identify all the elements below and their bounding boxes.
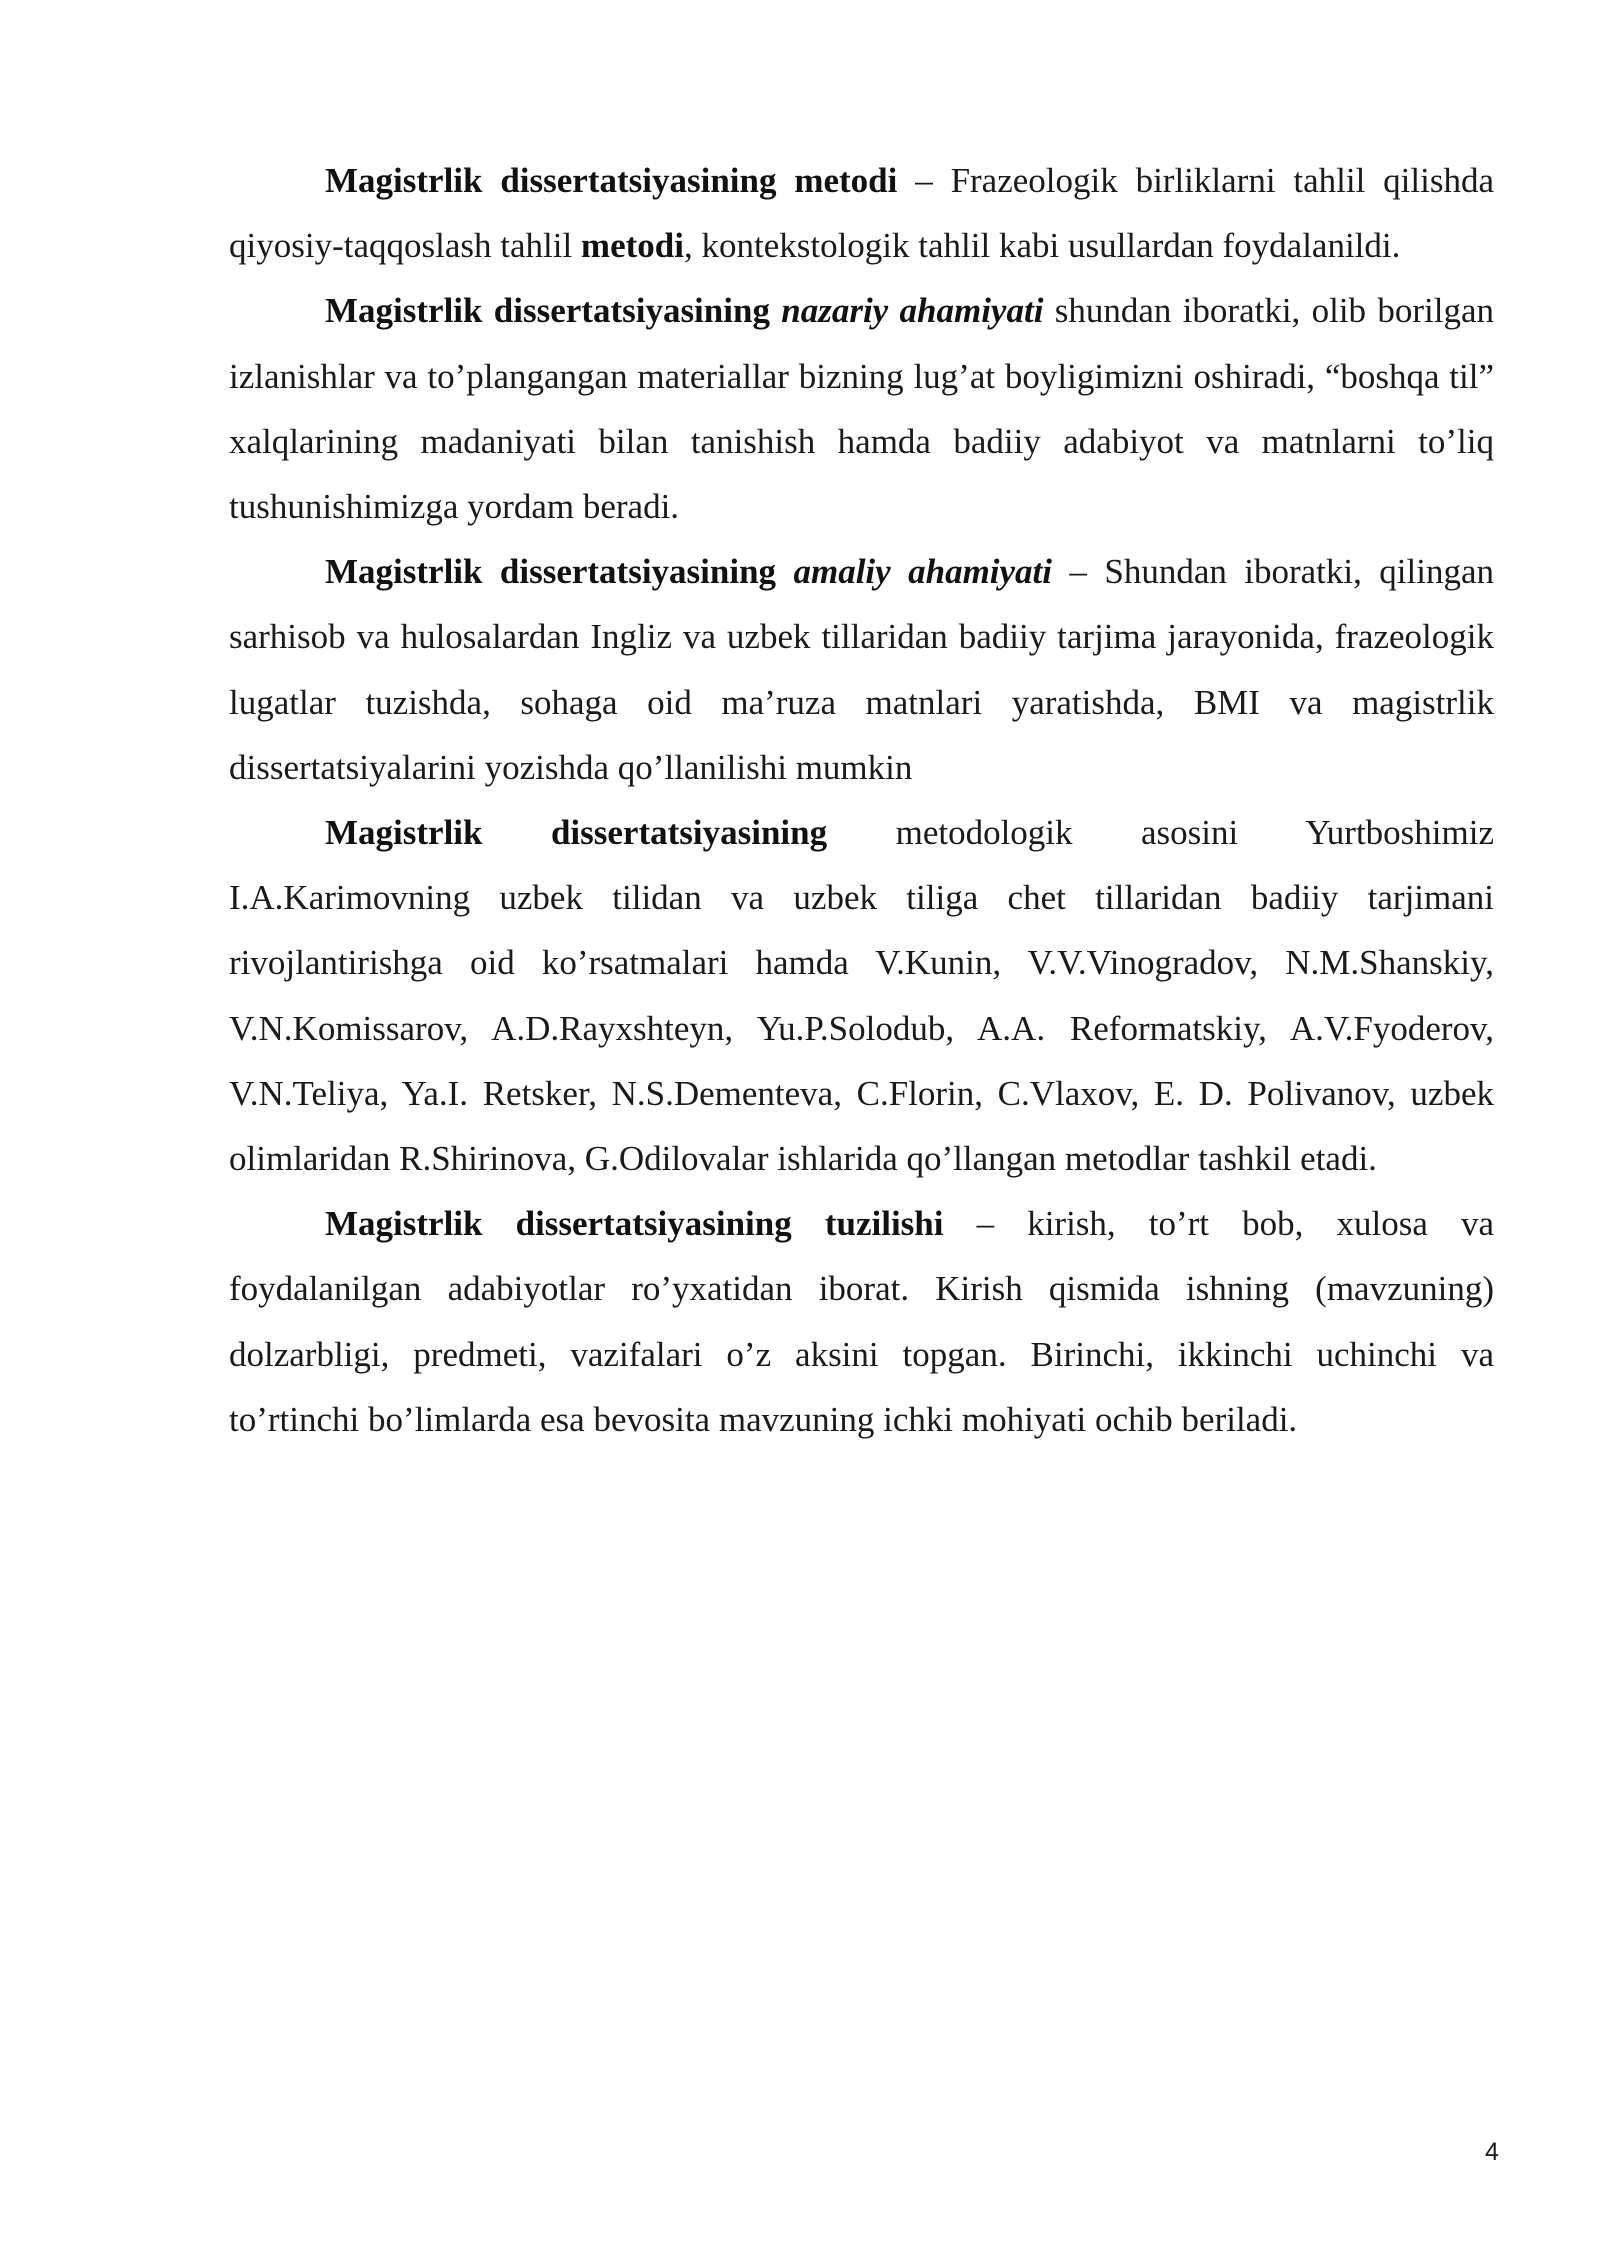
paragraph-text: , kontekstologik tahlil kabi usullardan foydalanildi.: [683, 226, 1401, 266]
paragraph-theoretical-significance: [229, 278, 1494, 539]
heading-theoretical-term: nazariy ahamiyati: [781, 291, 1044, 331]
heading-methodology: Magistrlik dissertatsiyasining: [325, 813, 828, 853]
bold-term: metodi: [580, 226, 684, 266]
paragraph-methodology: [229, 800, 1494, 1191]
page-number: 4: [1485, 2138, 1499, 2166]
paragraph-structure: [229, 1191, 1494, 1452]
heading-practical: Magistrlik dissertatsiyasining: [325, 552, 794, 592]
heading-theoretical: Magistrlik dissertatsiyasining: [325, 291, 782, 331]
document-body: [229, 148, 1494, 1452]
paragraph-text: – kirish, to’rt bob, xulosa va foydalanilgan adabiyotlar ro’yxatidan iborat. Kirish qismida ishning (mavzuning) dolzarbligi, predmeti, vazifalari o’z aksini topgan. Birinchi, ikkinchi uchinchi va to’rtinchi bo’limlarda esa bevosita mavzuning ichki mohiyati ochib beriladi.: [229, 1204, 1494, 1439]
paragraph-text: metodologik asosini Yurtboshimiz I.A.Karimovning uzbek tilidan va uzbek tiliga chet tillaridan badiiy tarjimani rivojlantirishga oid ko’rsatmalari hamda V.Kunin, V.V.Vinogradov, N.M.Shanskiy, V.N.Komissarov, A.D.Rayxshteyn, Yu.P.Solodub, A.A. Reformatskiy, A.V.Fyoderov, V.N.Teliya, Ya.I. Retsker, N.S.Dementeva, C.Florin, C.Vlaxov, E. D. Polivanov, uzbek olimlaridan R.Shirinova, G.Odilovalar ishlarida qo’llangan metodlar tashkil etadi.: [229, 813, 1495, 1179]
paragraph-text: shundan iboratki, olib borilgan izlanishlar va to’plangangan materiallar bizning lug’at boyligimizni oshiradi, “boshqa til” xalqlarining madaniyati bilan tanishish hamda badiiy adabiyot va matnlarni to’liq tushunishimizga yordam beradi.: [229, 291, 1494, 527]
heading-structure: Magistrlik dissertatsiyasining tuzilishi: [325, 1204, 944, 1244]
paragraph-method: [229, 148, 1494, 278]
paragraph-text: – Frazeologik birliklarni tahlil qilishda qiyosiy-taqqoslash tahlil: [229, 161, 1494, 266]
paragraph-text: – Shundan iboratki, qilingan sarhisob va hulosalardan Ingliz va uzbek tillaridan badiiy tarjima jarayonida, frazeologik lugatlar tuzishda, sohaga oid ma’ruza matnlari yaratishda, BMI va magistrlik dissertatsiyalarini yozishda qo’llanilishi mumkin: [229, 552, 1495, 787]
paragraph-practical-significance: [229, 539, 1494, 800]
heading-practical-term: amaliy ahamiyati: [793, 552, 1053, 592]
heading-method: Magistrlik dissertatsiyasining metodi: [325, 161, 898, 200]
